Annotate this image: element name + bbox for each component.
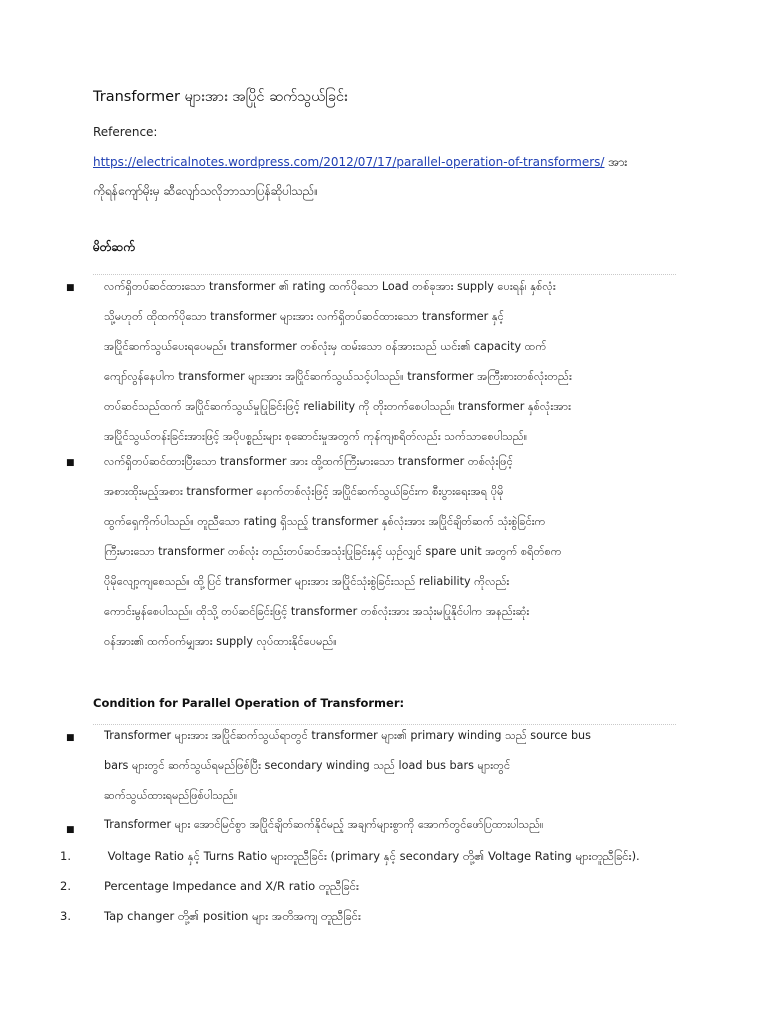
text-line: ဝန်အား၏ ထက်ဝက်မျှအား supply လုပ်ထားနိုင်ပေမည်။ xyxy=(104,635,337,648)
list-item xyxy=(60,871,700,901)
text-line: လက်ရှိတပ်ဆင်ထားပြီးသော transformer အား ထို့ထက်ကြီးမားသော transformer တစ်လုံးဖြင့် xyxy=(104,455,513,468)
text-line: ကောင်းမွန်စေပါသည်။ ထိုသို့ တပ်ဆင်ခြင်းဖြင့် transformer တစ်လုံးအား အသုံးမပြုနိုင်ပါက အနည်းဆုံး xyxy=(104,605,530,618)
conditions-bullet-1 xyxy=(104,721,684,811)
intro-heading: မိတ်ဆက် xyxy=(93,240,135,254)
list-text: Voltage Ratio နှင့် Turns Ratio များတူညီခြင်း (primary နှင့် secondary တို့၏ Voltage Rating များတူညီခြင်း). xyxy=(104,849,640,863)
text-line: bars များတွင် ဆက်သွယ်ရမည်ဖြစ်ပြီး secondary winding သည် load bus bars များတွင် xyxy=(104,759,511,772)
bullet-marker: ■ xyxy=(66,283,75,293)
page-title: Transformer များအား အပြိုင် ဆက်သွယ်ခြင်း xyxy=(93,89,348,105)
intro-bullet-2 xyxy=(104,447,684,657)
text-line: အစားထိုးမည့်အစား transformer နောက်တစ်လုံးဖြင့် အပြိုင်ဆက်သွယ်ခြင်းက စီးပွားရေးအရ ပိုမို xyxy=(104,485,504,498)
text-line: Transformer များအား အပြိုင်ဆက်သွယ်ရာတွင် transformer များ၏ primary winding သည် source bus xyxy=(104,729,591,742)
text-line: သို့မဟုတ် ထိုထက်ပိုသော transformer များအား လက်ရှိတပ်ဆင်ထားသော transformer နှင့် xyxy=(104,310,504,323)
bullet-marker: ■ xyxy=(66,458,75,468)
text-line: တပ်ဆင်သည်ထက် အပြိုင်ဆက်သွယ်မှုပြုခြင်းဖြင့် reliability ကို တိုးတက်စေပါသည်။ transformer နှစ်လုံးအား xyxy=(104,400,571,413)
bullet-marker: ■ xyxy=(66,825,75,835)
list-text: Percentage Impedance and X/R ratio တူညီခြင်း xyxy=(104,879,359,893)
reference-suffix: အား xyxy=(604,155,628,169)
text-line: ကြီးမားသော transformer တစ်လုံး တည်းတပ်ဆင်အသုံးပြုခြင်းနှင့် ယှဉ်လျှင် spare unit အတွက် စရိတ်စက xyxy=(104,545,562,558)
text-line: ကျော်လွန်နေပါက transformer များအား အပြိုင်ဆက်သွယ်သင့်ပါသည်။ transformer အကြီးစားတစ်လုံးတည်း xyxy=(104,370,572,383)
bullet-marker: ■ xyxy=(66,733,75,743)
list-item xyxy=(60,841,700,871)
text-line: ပိုမိုလျော့ကျစေသည်။ ထို့ပြင် transformer များအား အပြိုင်သုံးစွဲခြင်းသည် reliability ကိုလည်း xyxy=(104,575,510,588)
list-number: 3. xyxy=(60,909,71,923)
list-number: 1. xyxy=(60,849,71,863)
text-line: လက်ရှိတပ်ဆင်ထားသော transformer ၏ rating ထက်ပိုသော Load တစ်ခုအား supply ပေးရန်၊ နှစ်လုံး xyxy=(104,280,556,293)
list-item xyxy=(60,901,700,931)
text-line: ထွက်ရှေကိုက်ပါသည်။ တူညီသော rating ရှိသည့် transformer နှစ်လုံးအား အပြိုင်ချိတ်ဆက် သုံးစွဲခြင်းက xyxy=(104,515,546,528)
reference-credit: ကိုရန်ကျော်မိုးမှ ဆီလျော်သလိုဘာသာပြန်ဆိုပါသည်။ xyxy=(93,184,319,198)
intro-bullet-1 xyxy=(104,272,684,452)
text-line: အပြိုင်ဆက်သွယ်ပေးရပေမည်။ transformer တစ်လုံးမှ ထမ်းသော ဝန်အားသည် ယင်း၏ capacity ထက် xyxy=(104,340,547,353)
text-line: အပြိုင်သွယ်တန်းခြင်းအားဖြင့် အပိုပစ္စည်းများ စုဆောင်းမှုအတွက် ကုန်ကျစရိတ်လည်း သက်သာစေပါသည်။ xyxy=(104,430,528,443)
conditions-numbered-list xyxy=(60,841,700,931)
list-text: Tap changer တို့၏ position များ အတိအကျ တူညီခြင်း xyxy=(104,909,361,923)
reference-label: Reference: xyxy=(93,125,158,139)
reference-line xyxy=(93,154,627,172)
conditions-heading: Condition for Parallel Operation of Transformer: xyxy=(93,696,405,710)
reference-link[interactable]: https://electricalnotes.wordpress.com/2012/07/17/parallel-operation-of-transformers/ xyxy=(93,155,605,169)
text-line: ဆက်သွယ်ထားရမည်ဖြစ်ပါသည်။ xyxy=(104,789,238,802)
list-number: 2. xyxy=(60,879,71,893)
conditions-bullet-2: Transformer များ အောင်မြင်စွာ အပြိုင်ချိတ်ဆက်နိုင်မည့် အချက်များစွာကို အောက်တွင်ဖော်ပြထားပါသည်။ xyxy=(104,818,544,831)
